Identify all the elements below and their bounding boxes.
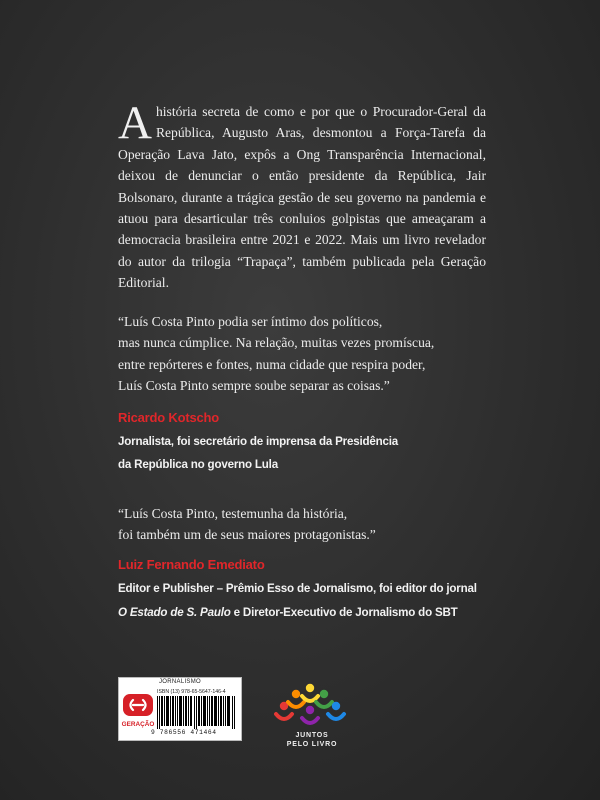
role-rest: e Diretor-Executivo de Jornalismo do SBT	[230, 606, 458, 619]
drop-cap: A	[118, 97, 152, 149]
logo-figure-body	[276, 714, 292, 719]
logo-figure-body	[288, 702, 304, 707]
juntos-pelo-livro-logo	[274, 680, 350, 750]
testimonial-role-2-line-1: Editor e Publisher – Prêmio Esso de Jornalismo, foi editor do jornal	[118, 582, 477, 595]
testimonial-author-2: Luiz Fernando Emediato	[118, 557, 265, 572]
publisher-logo	[121, 688, 155, 738]
quote-line: Luís Costa Pinto sempre soube separar as coisas.”	[118, 378, 390, 394]
intro-paragraph	[118, 97, 486, 294]
testimonial-author-1: Ricardo Kotscho	[118, 410, 220, 425]
logo-figure-head	[332, 702, 340, 710]
logo-figure-body	[328, 714, 344, 719]
barcode-digits: 9 786556 471464	[151, 729, 217, 736]
genre-label: JORNALISMO	[158, 679, 201, 685]
testimonial-role-1-line-2: da República no governo Lula	[118, 458, 278, 471]
barcode-panel	[118, 677, 242, 741]
logo-figure-head	[306, 684, 314, 692]
testimonial-role-2-line-2	[118, 606, 458, 619]
logo-figure-head	[292, 690, 300, 698]
quote-line: mas nunca cúmplice. Na relação, muitas vezes promíscua,	[118, 335, 435, 351]
testimonial-quote-1	[118, 311, 488, 397]
logo-figure-body	[316, 702, 332, 707]
intro-text: história secreta de como e por que o Procurador-Geral da República, Augusto Aras, desmontou a Força-Tarefa da Operação Lava Jato, expôs a Ong Transparência Internacional, deixou de denunciar o então presidente da República, Jair Bolsonaro, durante a trágica gestão de seu governo na pandemia e atuou para desarticular três conluios golpistas que ameaçaram a democracia brasileira entre 2021 e 2022. Mais um livro revelador do autor da trilogia “Trapaça”, também publicada pela Geração Editorial.	[118, 104, 486, 291]
juntos-logo-line-1: JUNTOS	[295, 732, 329, 739]
quote-line: “Luís Costa Pinto, testemunha da história,	[118, 506, 348, 521]
testimonial-quote-2	[118, 503, 488, 546]
barcode-bars	[157, 696, 237, 729]
juntos-logo-line-2: PELO LIVRO	[286, 741, 338, 748]
logo-figure-head	[306, 706, 314, 714]
publisher-logo-icon	[121, 688, 155, 738]
quote-line: foi também um de seus maiores protagonistas.”	[118, 527, 376, 543]
publisher-logo-text: GERAÇÃO	[121, 721, 155, 728]
isbn-text: ISBN (13) 978-65-5647-146-4	[157, 689, 226, 695]
logo-figure-head	[320, 690, 328, 698]
newspaper-name: O Estado de S. Paulo	[118, 606, 231, 619]
quote-line: entre repórteres e fontes, numa cidade que respira poder,	[118, 356, 426, 372]
testimonial-role-1-line-1: Jornalista, foi secretário de imprensa da Presidência	[118, 435, 399, 448]
logo-figure-body	[302, 718, 318, 723]
quote-line: “Luís Costa Pinto podia ser íntimo dos políticos,	[118, 314, 383, 329]
